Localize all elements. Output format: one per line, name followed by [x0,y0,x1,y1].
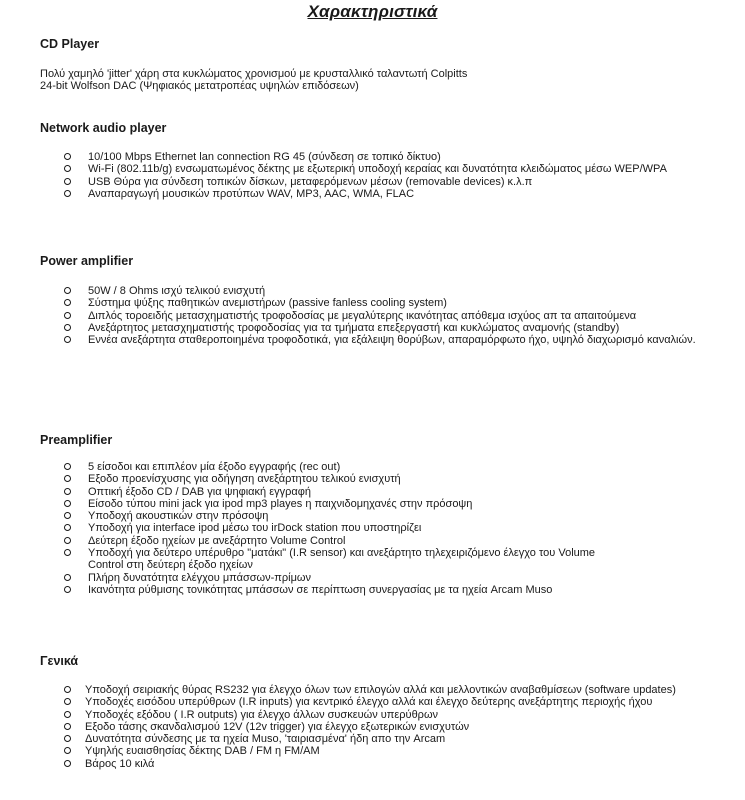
power-feature-list [0,285,745,346]
section-heading-cd-player: CD Player [40,37,100,51]
bullet-icon [64,524,71,531]
bullet-icon [64,686,71,693]
section-heading-general: Γενικά [40,654,79,668]
list-item: Υποδοχή σειριακής θύρας RS232 για έλεγχο όλων των επιλογών αλλά και μελλοντικών αναβαθμίσεων (software updates) [0,684,745,696]
list-item: Υποδοχές εξόδου ( I.R outputs) για έλεγχο άλλων συσκευών υπερύθρων [0,709,745,721]
bullet-icon [64,178,71,185]
list-item: Υποδοχές εισόδου υπερύθρων (I.R inputs) για κεντρικό έλεγχο αλλά και έλεγχο δεύτερης ανεξάρτητης περιοχής ήχου [0,696,745,708]
cd-player-line: Πολύ χαμηλό 'jitter' χάρη στα κυκλώματος χρονισμού με κρυσταλλικό ταλαντωτή Colpitts [40,68,468,80]
bullet-icon [64,698,71,705]
bullet-icon [64,586,71,593]
list-item: 50W / 8 Ohms ισχύ τελικού ενισχυτή [0,285,745,297]
list-item: Ικανότητα ρύθμισης τονικότητας μπάσσων σε περίπτωση συνεργασίας με τα ηχεία Arcam Muso [0,584,745,596]
list-item: Δεύτερη έξοδο ηχείων με ανεξάρτητο Volume Control [0,535,745,547]
bullet-icon [64,747,71,754]
bullet-icon [64,287,71,294]
list-item: Ανεξάρτητος μετασχηματιστής τροφοδοσίας για τα τμήματα επεξεργαστή και κυκλώματος αναμονής (standby) [0,322,745,334]
bullet-icon [64,488,71,495]
list-item: Wi-Fi (802.11b/g) ενσωματωμένος δέκτης με εξωτερική υποδοχή κεραίας και δυνατότητα κλειδώματος μέσω WEP/WPA [0,163,745,175]
bullet-icon [64,711,71,718]
bullet-icon [64,760,71,767]
list-item: Υποδοχή για δεύτερο υπέρυθρο "ματάκι" (I.R sensor) και ανεξάρτητο τηλεχειριζόμενο έλεγχο του Volume Control στη δεύτερη έξοδο ηχείων [0,547,745,572]
bullet-icon [64,299,71,306]
list-item: 5 είσοδοι και επιπλέον μία έξοδο εγγραφής (rec out) [0,461,745,473]
list-item: Οπτική έξοδο CD / DAB για ψηφιακή εγγραφή [0,486,745,498]
preamp-feature-list [0,461,745,596]
bullet-icon [64,549,71,556]
list-item: Υποδοχή για interface ipod μέσω του irDock station που υποστηρίζει [0,522,745,534]
bullet-icon [64,537,71,544]
bullet-icon [64,500,71,507]
bullet-icon [64,574,71,581]
list-item: Εξοδο τάσης σκανδαλισμού 12V (12v trigger) για έλεγχο εξωτερικών ενισχυτών [0,721,745,733]
page-title: Χαρακτηριστικά [307,2,438,21]
section-heading-preamp: Preamplifier [40,433,113,447]
bullet-icon [64,153,71,160]
bullet-icon [64,312,71,319]
list-item: Είσοδο τύπου mini jack για ipod mp3 playes η παιχνιδομηχανές στην πρόσοψη [0,498,745,510]
section-heading-power: Power amplifier [40,254,134,268]
bullet-icon [64,512,71,519]
general-feature-list [0,684,745,770]
list-item: Υποδοχή ακουστικών στην πρόσοψη [0,510,745,522]
list-item: Εννέα ανεξάρτητα σταθεροποιημένα τροφοδοτικά, για εξάλειψη θορύβων, απαραμόρφωτο ήχο, υψηλό διαχωρισμό καναλιών. [0,334,745,346]
bullet-icon [64,463,71,470]
list-item: 10/100 Mbps Ethernet lan connection RG 45 (σύνδεση σε τοπικό δίκτυο) [0,151,745,163]
list-item: Πλήρη δυνατότητα ελέγχου μπάσσων-πρίμων [0,572,745,584]
bullet-icon [64,723,71,730]
list-item: Υψηλής ευαισθησίας δέκτης DAB / FM η FM/AM [0,745,745,757]
list-item: Σύστημα ψύξης παθητικών ανεμιστήρων (passive fanless cooling system) [0,297,745,309]
bullet-icon [64,324,71,331]
list-item: Βάρος 10 κιλά [0,758,745,770]
bullet-icon [64,190,71,197]
bullet-icon [64,165,71,172]
bullet-icon [64,735,71,742]
cd-player-line: 24-bit Wolfson DAC (Ψηφιακός μετατροπέας υψηλών επιδόσεων) [40,80,359,92]
section-heading-network: Network audio player [40,121,167,135]
list-item: Δυνατότητα σύνδεσης με τα ηχεία Muso, 'ταιριασμένα' ήδη απο την Arcam [0,733,745,745]
network-feature-list [0,151,745,200]
list-item: USB Θύρα για σύνδεση τοπικών δίσκων, μεταφερόμενων μέσων (removable devices) κ.λ.π [0,176,745,188]
cd-player-description [40,68,700,92]
bullet-icon [64,336,71,343]
list-item: Διπλός τοροειδής μετασχηματιστής τροφοδοσίας με μεγαλύτερης ικανότητας απόθεμα ισχύος απ τα απαιτούμενα [0,310,745,322]
bullet-icon [64,475,71,482]
list-item: Αναπαραγωγή μουσικών προτύπων WAV, MP3, AAC, WMA, FLAC [0,188,745,200]
list-item: Εξοδο προενίσχυσης για οδήγηση ανεξάρτητου τελικού ενισχυτή [0,473,745,485]
